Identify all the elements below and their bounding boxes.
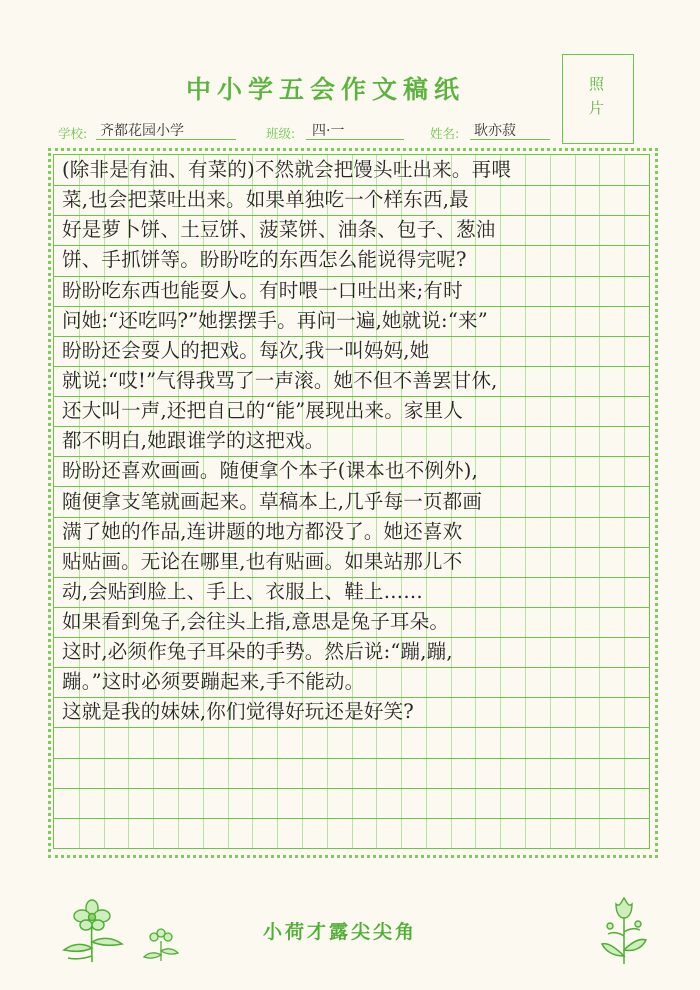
grid-rule-line <box>54 456 649 457</box>
essay-line: 这就是我的妹妹,你们觉得好玩还是好笑? <box>62 700 414 724</box>
class-value: 四·一 <box>312 123 345 139</box>
grid-rule-line <box>54 336 649 337</box>
name-label: 姓名: <box>430 126 460 141</box>
grid-rule-line <box>54 245 649 246</box>
grid-rule-line <box>54 637 649 638</box>
grid-rule-line <box>54 185 649 186</box>
essay-line: 饼、手抓饼等。盼盼吃的东西怎么能说得完呢? <box>62 248 467 272</box>
essay-line: 盼盼吃东西也能耍人。有时喂一口吐出来;有时 <box>62 278 463 302</box>
school-label: 学校: <box>58 126 88 141</box>
photo-box <box>562 54 634 144</box>
essay-line: 就说:“哎!”气得我骂了一声滚。她不但不善罢甘休, <box>62 368 498 392</box>
school-underline <box>96 139 236 140</box>
grid-column-line <box>599 155 600 848</box>
essay-line: 随便拿支笔就画起来。草稿本上,几乎每一页都画 <box>62 489 483 513</box>
grid-rule-line <box>54 818 649 819</box>
grid-rule-line <box>54 577 649 578</box>
essay-line: 都不明白,她跟谁学的这把戏。 <box>62 429 325 453</box>
grid-column-line <box>550 155 551 848</box>
grid-rule-line <box>54 788 649 789</box>
grid-rule-line <box>54 306 649 307</box>
essay-line: 贴贴画。无论在哪里,也有贴画。如果站那儿不 <box>62 549 463 573</box>
footer-slogan: 小荷才露尖尖角 <box>263 921 418 943</box>
tulip-icon <box>598 896 650 966</box>
essay-line: 菜,也会把菜吐出来。如果单独吃一个样东西,最 <box>62 188 469 212</box>
essay-line: 蹦。”这时必须要蹦起来,手不能动。 <box>62 670 365 694</box>
grid-rule-line <box>54 607 649 608</box>
name-underline <box>470 139 550 140</box>
photo-label-top: 照 <box>589 75 605 93</box>
essay-line: 这时,必须作兔子耳朵的手势。然后说:“蹦,蹦, <box>62 640 453 664</box>
flower-icon <box>58 898 128 964</box>
paper-title: 中小学五会作文稿纸 <box>186 75 466 104</box>
grid-column-line <box>525 155 526 848</box>
grid-rule-line <box>54 697 649 698</box>
essay-line: 满了她的作品,连讲题的地方都没了。她还喜欢 <box>62 519 463 543</box>
essay-line: 盼盼还会耍人的把戏。每次,我一叫妈妈,她 <box>62 338 430 362</box>
small-flower-icon <box>140 925 182 963</box>
essay-line: 还大叫一声,还把自己的“能”展现出来。家里人 <box>62 399 464 423</box>
grid-rule-line <box>54 215 649 216</box>
grid-rule-line <box>54 667 649 668</box>
essay-line: (除非是有油、有菜的)不然就会把馒头吐出来。再喂 <box>62 158 512 182</box>
grid-rule-line <box>54 486 649 487</box>
grid-rule-line <box>54 366 649 367</box>
grid-rule-line <box>54 758 649 759</box>
grid-rule-line <box>54 517 649 518</box>
grid-rule-line <box>54 547 649 548</box>
writing-grid <box>53 154 650 849</box>
class-underline <box>306 139 404 140</box>
essay-line: 动,会贴到脸上、手上、衣服上、鞋上…… <box>62 579 423 603</box>
grid-column-line <box>500 155 501 848</box>
essay-line: 如果看到兔子,会往头上指,意思是兔子耳朵。 <box>62 610 450 634</box>
grid-rule-line <box>54 727 649 728</box>
essay-line: 好是萝卜饼、土豆饼、菠菜饼、油条、包子、葱油 <box>62 218 496 242</box>
photo-label-bottom: 片 <box>589 99 605 117</box>
essay-line: 盼盼还喜欢画画。随便拿个本子(课本也不例外), <box>62 459 479 483</box>
grid-column-line <box>575 155 576 848</box>
name-value: 耿亦菽 <box>474 123 516 139</box>
grid-rule-line <box>54 276 649 277</box>
grid-column-line <box>624 155 625 848</box>
school-value: 齐都花园小学 <box>100 123 184 139</box>
essay-line: 问她:“还吃吗?”她摆摆手。再问一遍,她就说:“来” <box>62 308 488 332</box>
grid-rule-line <box>54 426 649 427</box>
grid-rule-line <box>54 396 649 397</box>
class-label: 班级: <box>266 126 296 141</box>
